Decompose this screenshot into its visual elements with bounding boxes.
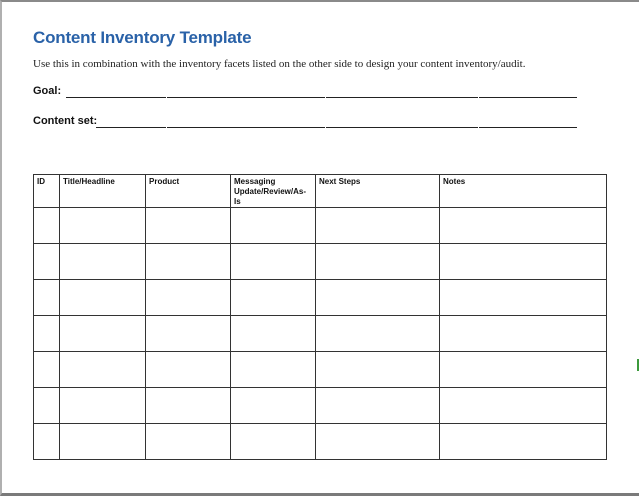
table-cell[interactable]: [316, 316, 440, 352]
table-body: [34, 208, 607, 460]
table-cell[interactable]: [146, 244, 231, 280]
table-cell[interactable]: [60, 424, 146, 460]
column-header-messaging: [231, 175, 316, 208]
goal-fill-line: [66, 97, 577, 98]
table-header-row: [34, 175, 607, 208]
table-cell[interactable]: [316, 352, 440, 388]
table-row: [34, 316, 607, 352]
table-cell[interactable]: [440, 280, 607, 316]
table-cell[interactable]: [440, 424, 607, 460]
table-cell[interactable]: [440, 244, 607, 280]
column-header-title-headline: [60, 175, 146, 208]
line-gap: [478, 126, 479, 128]
table-cell[interactable]: [34, 424, 60, 460]
line-gap: [325, 126, 326, 128]
line-gap: [166, 126, 167, 128]
column-header-sublabel: Update/Review/As-Is: [234, 187, 307, 206]
table-cell[interactable]: [316, 244, 440, 280]
table-cell[interactable]: [34, 388, 60, 424]
column-header-notes: [440, 175, 607, 208]
table-cell[interactable]: [316, 208, 440, 244]
goal-label: Goal:: [33, 85, 62, 97]
table-cell[interactable]: [34, 244, 60, 280]
content-set-fill-line: [96, 127, 577, 128]
table-cell[interactable]: [316, 280, 440, 316]
table-row: [34, 244, 607, 280]
column-header-product: [146, 175, 231, 208]
table-cell[interactable]: [231, 244, 316, 280]
table-row: [34, 388, 607, 424]
content-set-label: Content set:: [33, 115, 98, 127]
table-cell[interactable]: [60, 244, 146, 280]
table-cell[interactable]: [146, 352, 231, 388]
table-cell[interactable]: [146, 280, 231, 316]
table-cell[interactable]: [440, 352, 607, 388]
table-cell[interactable]: [231, 388, 316, 424]
column-header-label: Title/Headline: [63, 177, 115, 186]
table-row: [34, 280, 607, 316]
column-header-next-steps: [316, 175, 440, 208]
table-cell[interactable]: [440, 388, 607, 424]
table-cell[interactable]: [34, 316, 60, 352]
table-cell[interactable]: [316, 388, 440, 424]
table-cell[interactable]: [60, 280, 146, 316]
table-row: [34, 424, 607, 460]
table-cell[interactable]: [146, 388, 231, 424]
column-header-label: Notes: [443, 177, 466, 186]
table-cell[interactable]: [231, 424, 316, 460]
table-row: [34, 208, 607, 244]
inventory-table: [33, 174, 607, 460]
table-cell[interactable]: [231, 352, 316, 388]
table-cell[interactable]: [231, 208, 316, 244]
table-cell[interactable]: [60, 352, 146, 388]
table-cell[interactable]: [60, 388, 146, 424]
table-cell[interactable]: [146, 208, 231, 244]
table-cell[interactable]: [34, 208, 60, 244]
table-cell[interactable]: [34, 280, 60, 316]
table-cell[interactable]: [34, 352, 60, 388]
column-header-label: Next Steps: [319, 177, 361, 186]
table-cell[interactable]: [60, 208, 146, 244]
table-cell[interactable]: [146, 316, 231, 352]
table-cell[interactable]: [440, 316, 607, 352]
line-gap: [478, 96, 479, 98]
page-title: Content Inventory Template: [33, 28, 252, 47]
column-header-id: [34, 175, 60, 208]
column-header-label: Product: [149, 177, 180, 186]
table-cell[interactable]: [316, 424, 440, 460]
column-header-label: ID: [37, 177, 45, 186]
table-cell[interactable]: [231, 280, 316, 316]
table-cell[interactable]: [146, 424, 231, 460]
line-gap: [166, 96, 167, 98]
table-cell[interactable]: [440, 208, 607, 244]
intro-text: Use this in combination with the inventory facets listed on the other side to design your content inventory/audit.: [33, 58, 526, 70]
line-gap: [325, 96, 326, 98]
table-row: [34, 352, 607, 388]
table-cell[interactable]: [231, 316, 316, 352]
table-cell[interactable]: [60, 316, 146, 352]
column-header-label: Messaging: [234, 177, 276, 186]
